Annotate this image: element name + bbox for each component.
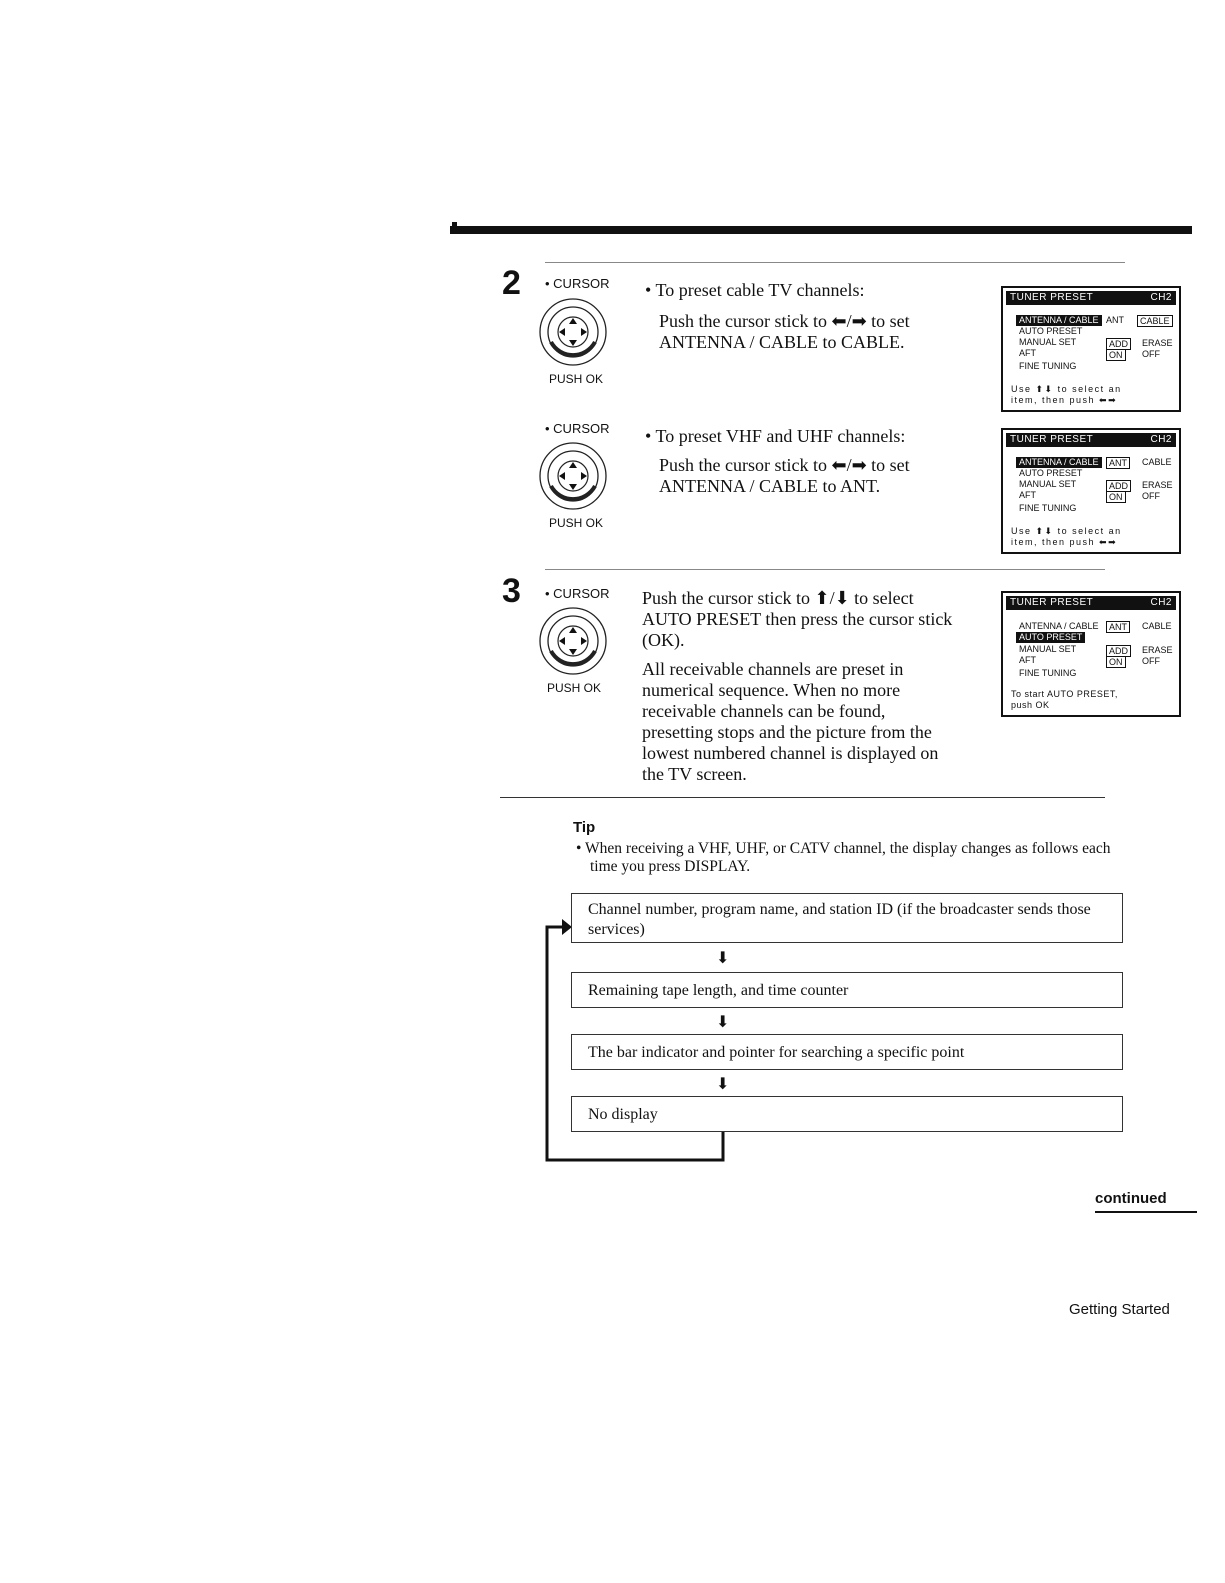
step3-para2-line6: the TV screen. (642, 764, 747, 784)
osd-item-antenna-cable: ANTENNA / CABLE (1019, 621, 1099, 631)
step3-para1-line2: AUTO PRESET then press the cursor stick (642, 609, 953, 629)
osd-opt-add: ADD (1106, 480, 1131, 492)
osd-footer-1: Use ⬆⬇ to select an (1011, 526, 1122, 536)
osd-opt-on: ON (1106, 491, 1126, 503)
osd-opt-erase: ERASE (1142, 645, 1173, 655)
osd-screen-ant (1001, 428, 1181, 554)
osd-item-antenna-cable: ANTENNA / CABLE (1016, 457, 1102, 468)
cable-heading: • To preset cable TV channels: (645, 280, 865, 300)
osd-footer-1: To start AUTO PRESET, (1011, 689, 1118, 699)
step3-para2-line4: presetting stops and the picture from the (642, 722, 932, 742)
cable-line-1: Push the cursor stick to ⬅/➡ to set (659, 311, 910, 331)
osd-item-auto-preset: AUTO PRESET (1019, 468, 1083, 478)
section-rule (500, 797, 1105, 798)
osd-item-aft: AFT (1019, 655, 1036, 665)
osd-screen-cable (1001, 286, 1181, 412)
flow-box-2: Remaining tape length, and time counter (571, 972, 1123, 1008)
osd-title: TUNER PRESET (1010, 597, 1094, 608)
step3-number: 3 (502, 572, 521, 610)
osd-item-fine-tuning: FINE TUNING (1019, 361, 1077, 371)
osd-screen-auto-preset (1001, 591, 1181, 717)
osd-item-fine-tuning: FINE TUNING (1019, 668, 1077, 678)
osd-channel: CH2 (1150, 292, 1172, 303)
step3-para1-line3: (OK). (642, 630, 685, 650)
tip-heading: Tip (573, 819, 596, 836)
osd-item-aft: AFT (1019, 490, 1036, 500)
step3-para2-line3: receivable channels can be found, (642, 701, 886, 721)
step3-para2-line1: All receivable channels are preset in (642, 659, 904, 679)
cursor-label: • CURSOR (545, 421, 610, 436)
push-ok-label: PUSH OK (549, 372, 604, 386)
section-name: Getting Started (1069, 1301, 1170, 1318)
osd-title-bar (1006, 596, 1176, 610)
osd-item-antenna-cable: ANTENNA / CABLE (1016, 315, 1102, 326)
osd-opt-off: OFF (1142, 349, 1160, 359)
cursor-stick-icon (537, 296, 609, 368)
step2-rule (545, 262, 1125, 263)
osd-title: TUNER PRESET (1010, 292, 1094, 303)
cursor-label: • CURSOR (545, 276, 610, 291)
osd-opt-off: OFF (1142, 491, 1160, 501)
tip-line-2: time you press DISPLAY. (590, 858, 751, 875)
vhf-line-1: Push the cursor stick to ⬅/➡ to set (659, 455, 910, 475)
osd-item-manual-set: MANUAL SET (1019, 337, 1077, 347)
step2-number: 2 (502, 264, 521, 302)
osd-item-auto-preset: AUTO PRESET (1019, 326, 1083, 336)
osd-opt-add: ADD (1106, 645, 1131, 657)
push-ok-label: PUSH OK (549, 516, 604, 530)
osd-footer-2: item, then push ⬅➡ (1011, 395, 1118, 405)
osd-opt-ant: ANT (1106, 315, 1124, 325)
osd-opt-ant: ANT (1106, 457, 1130, 469)
down-arrow-icon: ⬇ (716, 948, 730, 967)
vhf-heading: • To preset VHF and UHF channels: (645, 426, 906, 446)
down-arrow-icon: ⬇ (716, 1012, 730, 1031)
osd-footer-2: item, then push ⬅➡ (1011, 537, 1118, 547)
osd-title-bar (1006, 291, 1176, 305)
step3-para2-line5: lowest numbered channel is displayed on (642, 743, 939, 763)
step3-para2-line2: numerical sequence. When no more (642, 680, 901, 700)
step3-para1-line1: Push the cursor stick to ⬆/⬇ to select (642, 588, 914, 608)
header-bar (450, 226, 1192, 234)
osd-opt-erase: ERASE (1142, 480, 1173, 490)
osd-opt-on: ON (1106, 349, 1126, 361)
continued-label: continued (1095, 1190, 1167, 1207)
cursor-stick-icon (537, 440, 609, 512)
osd-item-manual-set: MANUAL SET (1019, 479, 1077, 489)
osd-opt-cable: CABLE (1142, 457, 1172, 467)
osd-opt-add: ADD (1106, 338, 1131, 350)
continued-underline (1095, 1211, 1197, 1213)
osd-item-auto-preset: AUTO PRESET (1016, 632, 1085, 643)
cursor-stick-icon (537, 605, 609, 677)
vhf-line-2: ANTENNA / CABLE to ANT. (659, 476, 881, 496)
tip-line-1: • When receiving a VHF, UHF, or CATV channel, the display changes as follows each (576, 840, 1111, 857)
osd-footer-1: Use ⬆⬇ to select an (1011, 384, 1122, 394)
flow-box-3: The bar indicator and pointer for searching a specific point (571, 1034, 1123, 1070)
osd-opt-on: ON (1106, 656, 1126, 668)
step3-rule (545, 569, 1105, 570)
push-ok-label: PUSH OK (547, 681, 602, 695)
osd-opt-erase: ERASE (1142, 338, 1173, 348)
osd-item-aft: AFT (1019, 348, 1036, 358)
flow-box-1: Channel number, program name, and station ID (if the broadcaster sends those services) (571, 893, 1123, 943)
osd-opt-ant: ANT (1106, 621, 1130, 633)
down-arrow-icon: ⬇ (716, 1074, 730, 1093)
osd-opt-cable: CABLE (1137, 315, 1173, 327)
osd-title: TUNER PRESET (1010, 434, 1094, 445)
osd-item-manual-set: MANUAL SET (1019, 644, 1077, 654)
cursor-label: • CURSOR (545, 586, 610, 601)
osd-title-bar (1006, 433, 1176, 447)
cable-line-2: ANTENNA / CABLE to CABLE. (659, 332, 905, 352)
osd-channel: CH2 (1150, 434, 1172, 445)
flow-box-4: No display (571, 1096, 1123, 1132)
osd-opt-cable: CABLE (1142, 621, 1172, 631)
osd-channel: CH2 (1150, 597, 1172, 608)
osd-opt-off: OFF (1142, 656, 1160, 666)
osd-item-fine-tuning: FINE TUNING (1019, 503, 1077, 513)
osd-footer-2: push OK (1011, 700, 1050, 710)
